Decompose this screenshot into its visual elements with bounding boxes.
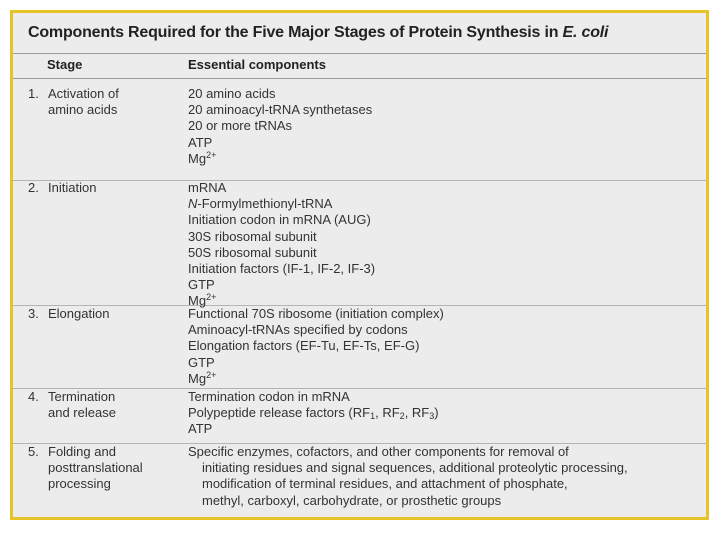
table-row [13,444,706,514]
table-title-bar [13,13,706,54]
component-item: Aminoacyl-tRNAs specified by codons [188,322,408,338]
component-item: 30S ribosomal subunit [188,228,317,244]
component-item: 20 aminoacyl-tRNA synthetases [188,102,373,118]
component-item: Polypeptide release factors ($RF_1$, $RF_2$, $RF_3$) [188,405,439,422]
component-item: GTP [188,354,215,370]
component-item: 20 or more tRNAs [188,118,293,134]
table-body [13,79,706,517]
component-item: Functional 70S ribosome (initiation complex) [188,306,444,321]
components-cell [188,180,688,310]
organism-name: E. coli [562,24,609,41]
components-cell [188,444,688,509]
header-stage: Stage [47,57,83,72]
stage-cell: 2. Initiation [28,180,97,195]
component-item: 50S ribosomal subunit [188,244,317,260]
component-item: 20 amino acids [188,86,276,101]
component-item: Termination codon in mRNA [188,389,350,404]
table-row [13,306,706,389]
stage-cell: 1. Activation of amino acids [28,86,119,118]
component-item: Initiation factors (IF-1, IF-2, IF-3) [188,261,376,277]
component-item: ATP [188,421,213,437]
component-item-continued: methyl, carboxyl, carbohydrate, or prosthetic groups [202,492,502,508]
header-components: Essential components [188,57,326,72]
table-frame [10,10,709,520]
stage-cell: 3. Elongation [28,306,110,321]
component-item-continued: initiating residues and signal sequences, additional proteolytic processing, [202,460,628,476]
component-item: Initiation codon in mRNA (AUG) [188,212,371,228]
components-cell [188,306,688,387]
stage-cell: 4. Termination and release [28,389,116,421]
table-title: Components Required for the Five Major Stages of Protein Synthesis in E. coli [28,24,609,41]
component-item: ATP [188,134,213,150]
component-item: mRNA [188,180,227,195]
stage-cell: 5. Folding and posttranslational processing [28,444,143,492]
components-cell [188,86,688,167]
component-item: $Mg^{2+}$ [188,149,217,166]
column-header-row [13,54,706,79]
components-cell [188,389,688,438]
table-row [13,86,706,181]
component-item: $Mg^{2+}$ [188,369,217,386]
table-row [13,389,706,444]
component-item-continued: modification of terminal residues, and attachment of phosphate, [202,476,568,492]
component-item: Specific enzymes, cofactors, and other components for removal of [188,444,569,459]
component-item: GTP [188,277,215,293]
table-row [13,180,706,309]
component-item: N-Formylmethionyl-tRNA [188,196,333,212]
component-item: $Mg^{2+}$ [188,292,217,309]
component-item: Elongation factors (EF-Tu, EF-Ts, EF-G) [188,338,420,354]
